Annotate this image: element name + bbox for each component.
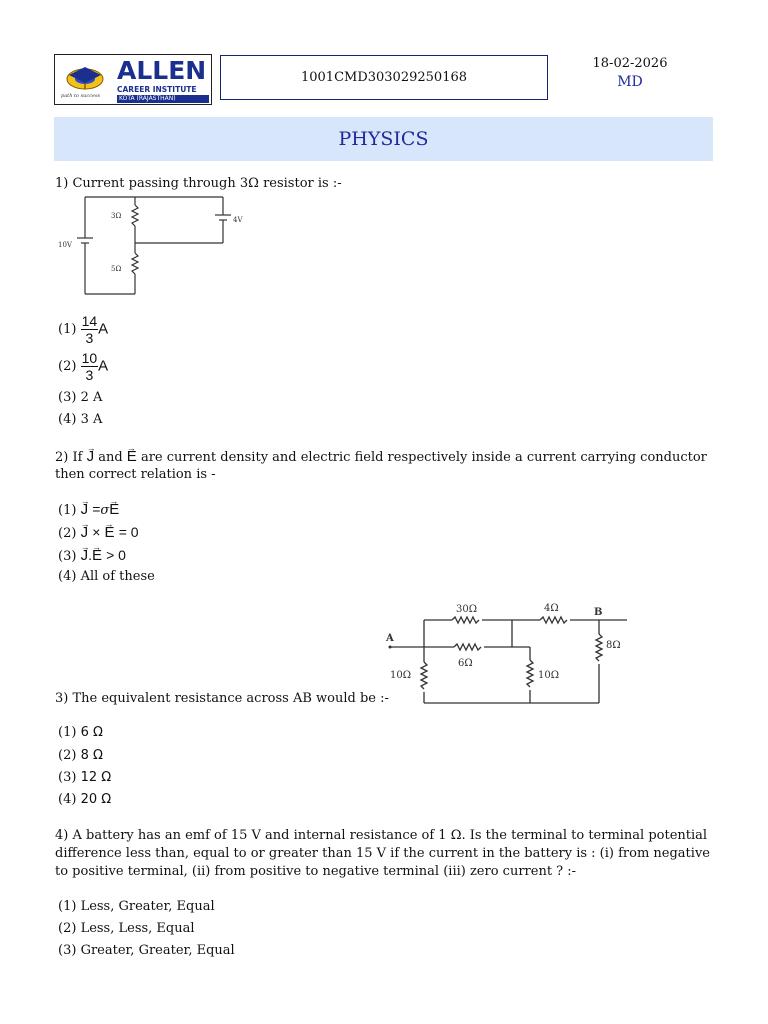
q3-label-a: A (386, 633, 394, 644)
paper-code-box (220, 55, 548, 100)
q3-label-b: B (594, 607, 603, 618)
q1-label-r-bottom: 5Ω (111, 265, 122, 273)
q4-line2: difference less than, equal to or greater than 15 V if the current in the battery is : (i) from negative (55, 846, 710, 861)
q4-option-1-num: (1) (58, 899, 77, 914)
paper-tag: MD (617, 74, 643, 90)
q1-option-2-fraction (81, 350, 99, 383)
q1-option-1-unit: A (98, 320, 109, 338)
q2-option-1-e: → E (109, 501, 119, 519)
q2-option-1-op: = (92, 501, 101, 517)
q1-option-2[interactable] (58, 350, 108, 383)
q2-option-3-num: (3) (58, 549, 77, 564)
q1-option-3-num: (3) (58, 390, 77, 405)
paper-date: 18-02-2026 (592, 56, 668, 71)
q3-label-4: 4Ω (544, 603, 559, 614)
q2-suffix: are current density and electric field respectively inside a current carrying conductor (140, 450, 707, 465)
logo-background (57, 57, 209, 102)
q2-option-2-j: → J (81, 524, 89, 542)
q3-label-10-left: 10Ω (390, 670, 412, 681)
q4-option-1[interactable] (58, 898, 215, 916)
allen-logo (54, 54, 212, 105)
q2-and: and (98, 450, 123, 465)
q4-option-2[interactable] (58, 920, 195, 938)
q1-option-2-numerator: 10 (81, 350, 98, 366)
q1-option-3-text: 2 A (80, 390, 103, 405)
q2-line2: then correct relation is - (55, 467, 216, 482)
q1-option-4-text: 3 A (80, 412, 103, 427)
q2-option-4-text: All of these (80, 569, 155, 584)
q3-option-4-num: (4) (58, 792, 77, 807)
q2-option-2-e: → E (105, 524, 115, 542)
q3-label-30: 30Ω (456, 604, 478, 615)
subject-title: PHYSICS (338, 128, 429, 150)
q3-label-8: 8Ω (606, 640, 621, 651)
q1-option-2-denominator: 3 (85, 367, 94, 383)
q3-option-4[interactable] (58, 791, 111, 809)
q1-label-v-left: 10V (58, 241, 72, 249)
q2-option-1-num: (1) (58, 503, 77, 518)
q2-prefix: 2) If (55, 450, 83, 465)
q2-option-2-op: × (92, 524, 101, 540)
q1-label-v-right: 4V (233, 216, 243, 224)
q3-option-1-text: 6 Ω (80, 725, 103, 740)
q2-line1 (55, 448, 707, 467)
q2-option-3-op: . (88, 547, 92, 563)
q1-label-r-top: 3Ω (111, 212, 122, 220)
q3-label-6: 6Ω (458, 658, 473, 669)
q2-option-3-j: → J (81, 547, 89, 565)
q4-option-2-text: Less, Less, Equal (80, 921, 195, 936)
q3-option-4-text: 20 Ω (80, 792, 112, 807)
q4-option-3[interactable] (58, 942, 235, 960)
q1-option-2-unit: A (98, 357, 109, 375)
q3-option-3-text: 12 Ω (80, 770, 112, 785)
q3-option-2[interactable] (58, 747, 103, 765)
subject-banner (54, 117, 713, 161)
q1-option-1-denominator: 3 (85, 330, 94, 346)
q1-option-1[interactable] (58, 313, 108, 346)
paper-code: 1001CMD303029250168 (300, 70, 468, 85)
q1-option-1-fraction (81, 313, 99, 346)
q3-option-1-num: (1) (58, 725, 77, 740)
q3-option-2-text: 8 Ω (80, 748, 103, 763)
q2-option-3-e: → E (92, 547, 102, 565)
q4-option-2-num: (2) (58, 921, 77, 936)
logo-brand: ALLEN (117, 56, 207, 85)
q1-circuit-diagram (55, 193, 255, 299)
q3-text: 3) The equivalent resistance across AB would be :- (55, 691, 389, 706)
q3-label-10-mid: 10Ω (538, 670, 560, 681)
logo-tagline: path to success (61, 93, 101, 99)
q1-option-1-numerator: 14 (81, 313, 98, 329)
q3-option-3[interactable] (58, 769, 111, 787)
q2-option-1-j: → J (81, 501, 89, 519)
q1-option-4[interactable] (58, 411, 102, 429)
q1-text: 1) Current passing through 3Ω resistor is :- (55, 176, 342, 191)
q2-option-1-sigma: σ (100, 503, 110, 518)
q2-j-symbol: → J (87, 448, 95, 466)
q2-option-2-rhs: = 0 (118, 524, 139, 540)
q2-e-symbol: → E (127, 448, 137, 466)
q1-option-2-num: (2) (58, 359, 77, 374)
q1-option-4-num: (4) (58, 412, 77, 427)
q1-option-3[interactable] (58, 389, 102, 407)
q3-option-1[interactable] (58, 724, 103, 742)
logo-line2: KOTA (RAJASTHAN) (117, 95, 209, 103)
q2-option-2-num: (2) (58, 526, 77, 541)
q3-circuit-diagram (382, 600, 632, 710)
q4-line1: 4) A battery has an emf of 15 V and internal resistance of 1 Ω. Is the terminal to terminal potential (55, 828, 708, 843)
q2-option-3-rhs: > 0 (106, 547, 126, 563)
q4-option-1-text: Less, Greater, Equal (80, 899, 215, 914)
q2-option-4[interactable] (58, 568, 155, 586)
q2-option-4-num: (4) (58, 569, 77, 584)
q4-option-3-text: Greater, Greater, Equal (80, 943, 235, 958)
logo-line1: CAREER INSTITUTE (117, 85, 197, 94)
q4-option-3-num: (3) (58, 943, 77, 958)
q3-option-2-num: (2) (58, 748, 77, 763)
q2-option-3[interactable] (58, 546, 126, 566)
q4-line3: to positive terminal, (ii) from positive to negative terminal (iii) zero current ? :- (55, 864, 577, 879)
q1-option-1-num: (1) (58, 322, 77, 337)
q3-option-3-num: (3) (58, 770, 77, 785)
